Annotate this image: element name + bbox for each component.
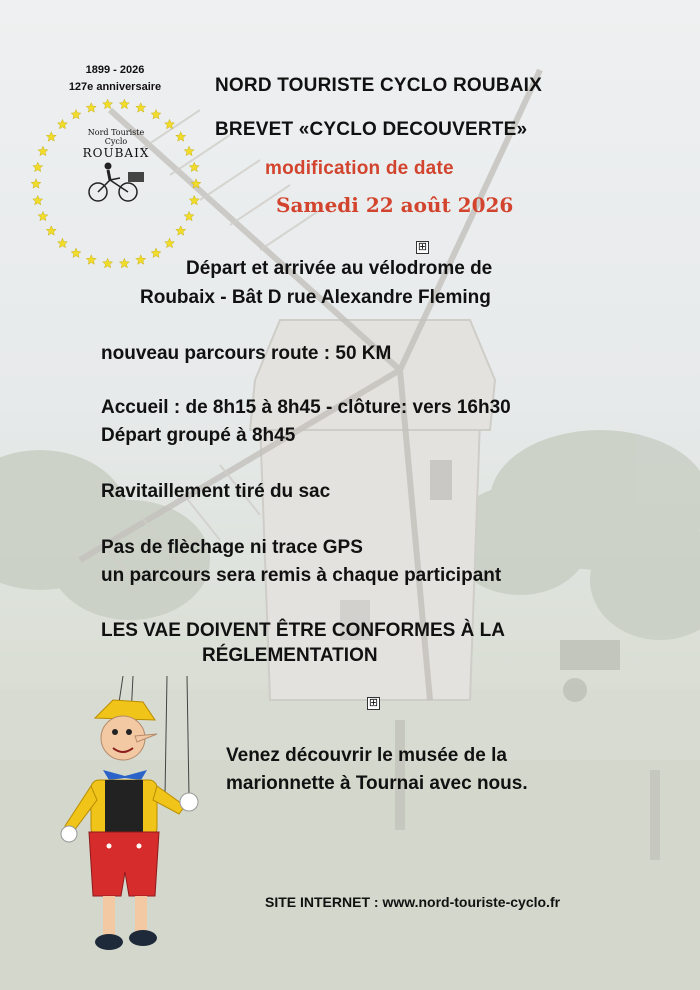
star-icon [46, 132, 56, 141]
star-icon [176, 226, 186, 235]
date-change-notice: modification de date [265, 158, 454, 179]
star-icon [189, 195, 199, 204]
route-distance: nouveau parcours route : 50 KM [101, 343, 392, 364]
star-icon [86, 255, 96, 264]
website-link[interactable]: SITE INTERNET : www.nord-touriste-cyclo.fr [265, 894, 561, 910]
vae-rule-line1: LES VAE DOIVENT ÊTRE CONFORMES À LA [101, 620, 505, 641]
star-icon [33, 195, 43, 204]
star-icon [33, 162, 43, 171]
start-location-line2: Roubaix - Bât D rue Alexandre Fleming [140, 287, 491, 308]
star-icon [151, 110, 161, 119]
star-icon [103, 258, 113, 267]
expand-icon[interactable]: ⊞ [417, 241, 428, 253]
star-icon [38, 211, 48, 220]
star-icon [136, 103, 146, 112]
event-date: Samedi 22 août 2026 [276, 193, 514, 217]
star-icon [165, 238, 175, 247]
star-icon [119, 258, 129, 267]
badge-anniversary: 127e anniversaire [68, 81, 162, 93]
event-title: BREVET «CYCLO DECOUVERTE» [215, 119, 528, 140]
star-icon [136, 255, 146, 264]
museum-invite-line2: marionnette à Tournai avec nous. [226, 773, 528, 794]
star-icon [58, 119, 68, 128]
star-icon [103, 99, 113, 108]
cyclist-icon [84, 160, 148, 204]
route-marking-line2: un parcours sera remis à chaque participant [101, 565, 502, 586]
club-title: NORD TOURISTE CYCLO ROUBAIX [215, 75, 543, 96]
star-icon [151, 248, 161, 257]
route-marking-line1: Pas de flèchage ni trace GPS [101, 537, 363, 558]
museum-invite-line1: Venez découvrir le musée de la [226, 745, 507, 766]
star-icon [191, 179, 201, 188]
badge-years: 1899 - 2026 [85, 64, 145, 76]
start-location-line1: Départ et arrivée au vélodrome de [186, 258, 493, 279]
star-icon [38, 146, 48, 155]
welcome-hours: Accueil : de 8h15 à 8h45 - clôture: vers 16h30 [101, 397, 511, 418]
vae-rule-line2: RÉGLEMENTATION [202, 645, 378, 666]
group-start-time: Départ groupé à 8h45 [101, 425, 296, 446]
logo-line1: Nord Touriste [87, 128, 145, 137]
food-supply: Ravitaillement tiré du sac [101, 481, 331, 502]
star-icon [46, 226, 56, 235]
expand-icon-2[interactable]: ⊞ [368, 697, 379, 709]
club-logo [78, 128, 154, 218]
star-icon [86, 103, 96, 112]
star-icon [31, 179, 41, 188]
logo-line2: Cyclo [104, 137, 128, 146]
star-icon [58, 238, 68, 247]
star-icon [184, 146, 194, 155]
star-icon [71, 248, 81, 257]
star-icon [176, 132, 186, 141]
logo-line3: ROUBAIX [82, 146, 150, 160]
star-icon [71, 110, 81, 119]
star-icon [165, 119, 175, 128]
pinocchio-puppet-illustration [55, 676, 215, 966]
star-icon [184, 211, 194, 220]
star-icon [119, 99, 129, 108]
star-icon [189, 162, 199, 171]
